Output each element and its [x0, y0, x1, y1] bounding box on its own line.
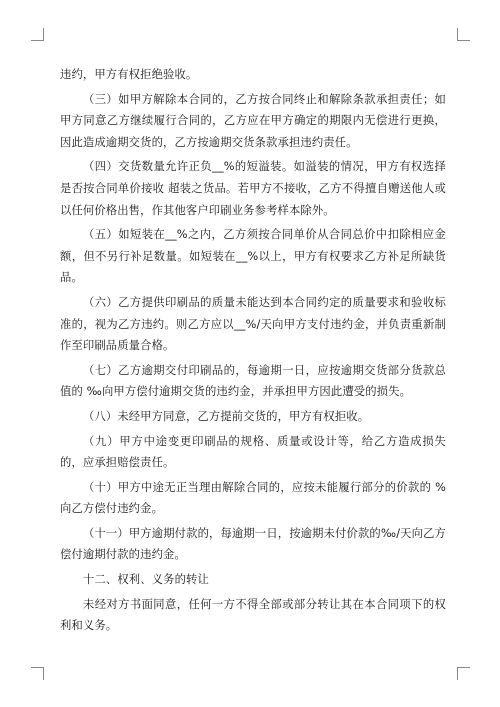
paragraph-clause-4: （四）交货数量允许正负__%的短溢装。如溢装的情况，甲方有权选择是否按合同单价接收 超装之货品。若甲方不接收，乙方不得擅自赠送他人或以任何价格出售，作其他客户印刷业务参考样本除外。: [60, 160, 446, 217]
crop-mark-bottom-left: [31, 667, 44, 680]
document-body: [60, 64, 446, 640]
paragraph-continuation: 违约，甲方有权拒绝验收。: [60, 68, 198, 81]
paragraph-clause-5: （五）如短装在__%之内，乙方须按合同单价从合同总价中扣除相应金额，但不另行补足数量。如短装在__%以上，甲方有权要求乙方补足所缺货品。: [60, 228, 446, 285]
crop-mark-bottom-right: [457, 667, 470, 680]
paragraph-clause-10: （十）甲方中途无正当理由解除合同的，应按未能履行部分的价款的 %向乙方偿付违约金。: [60, 480, 446, 516]
paragraph-clause-8: （八）未经甲方同意，乙方提前交货的，甲方有权拒收。: [83, 409, 370, 423]
crop-mark-top-left: [31, 28, 44, 41]
paragraph-clause-9: （九）甲方中途变更印刷品的规格、质量或设计等，给乙方造成损失的，应承担赔偿责任。: [60, 434, 446, 470]
paragraph-transfer: 未经对方书面同意，任何一方不得全部或部分转让其在本合同项下的权利和义务。: [60, 597, 446, 633]
paragraph-clause-6: （六）乙方提供印刷品的质量未能达到本合同约定的质量要求和验收标准的，视为乙方违约。则乙方应以__%/天向甲方支付违约金，并负责重新制作至印刷品质量合格。: [60, 295, 446, 353]
paragraph-clause-3: （三）如甲方解除本合同的，乙方按合同终止和解除条款承担责任；如甲方同意乙方继续履行合同的，乙方应在甲方确定的期限内无偿进行更换，因此造成逾期交货的，乙方按逾期交货条款承担违约责任。: [60, 92, 446, 149]
crop-mark-top-right: [457, 28, 470, 41]
paragraph-clause-11: （十一）甲方逾期付款的，每逾期一日，按逾期未付价款的‰/天向乙方偿付逾期付款的违约金。: [60, 526, 446, 562]
paragraph-clause-7: （七）乙方逾期交付印刷品的，每逾期一日，应按逾期交货部分货款总值的 ‰向甲方偿付逾期交货的违约金，并承担甲方因此遭受的损失。: [60, 363, 446, 399]
section-heading-12: 十二、权利、义务的转让: [83, 573, 209, 587]
